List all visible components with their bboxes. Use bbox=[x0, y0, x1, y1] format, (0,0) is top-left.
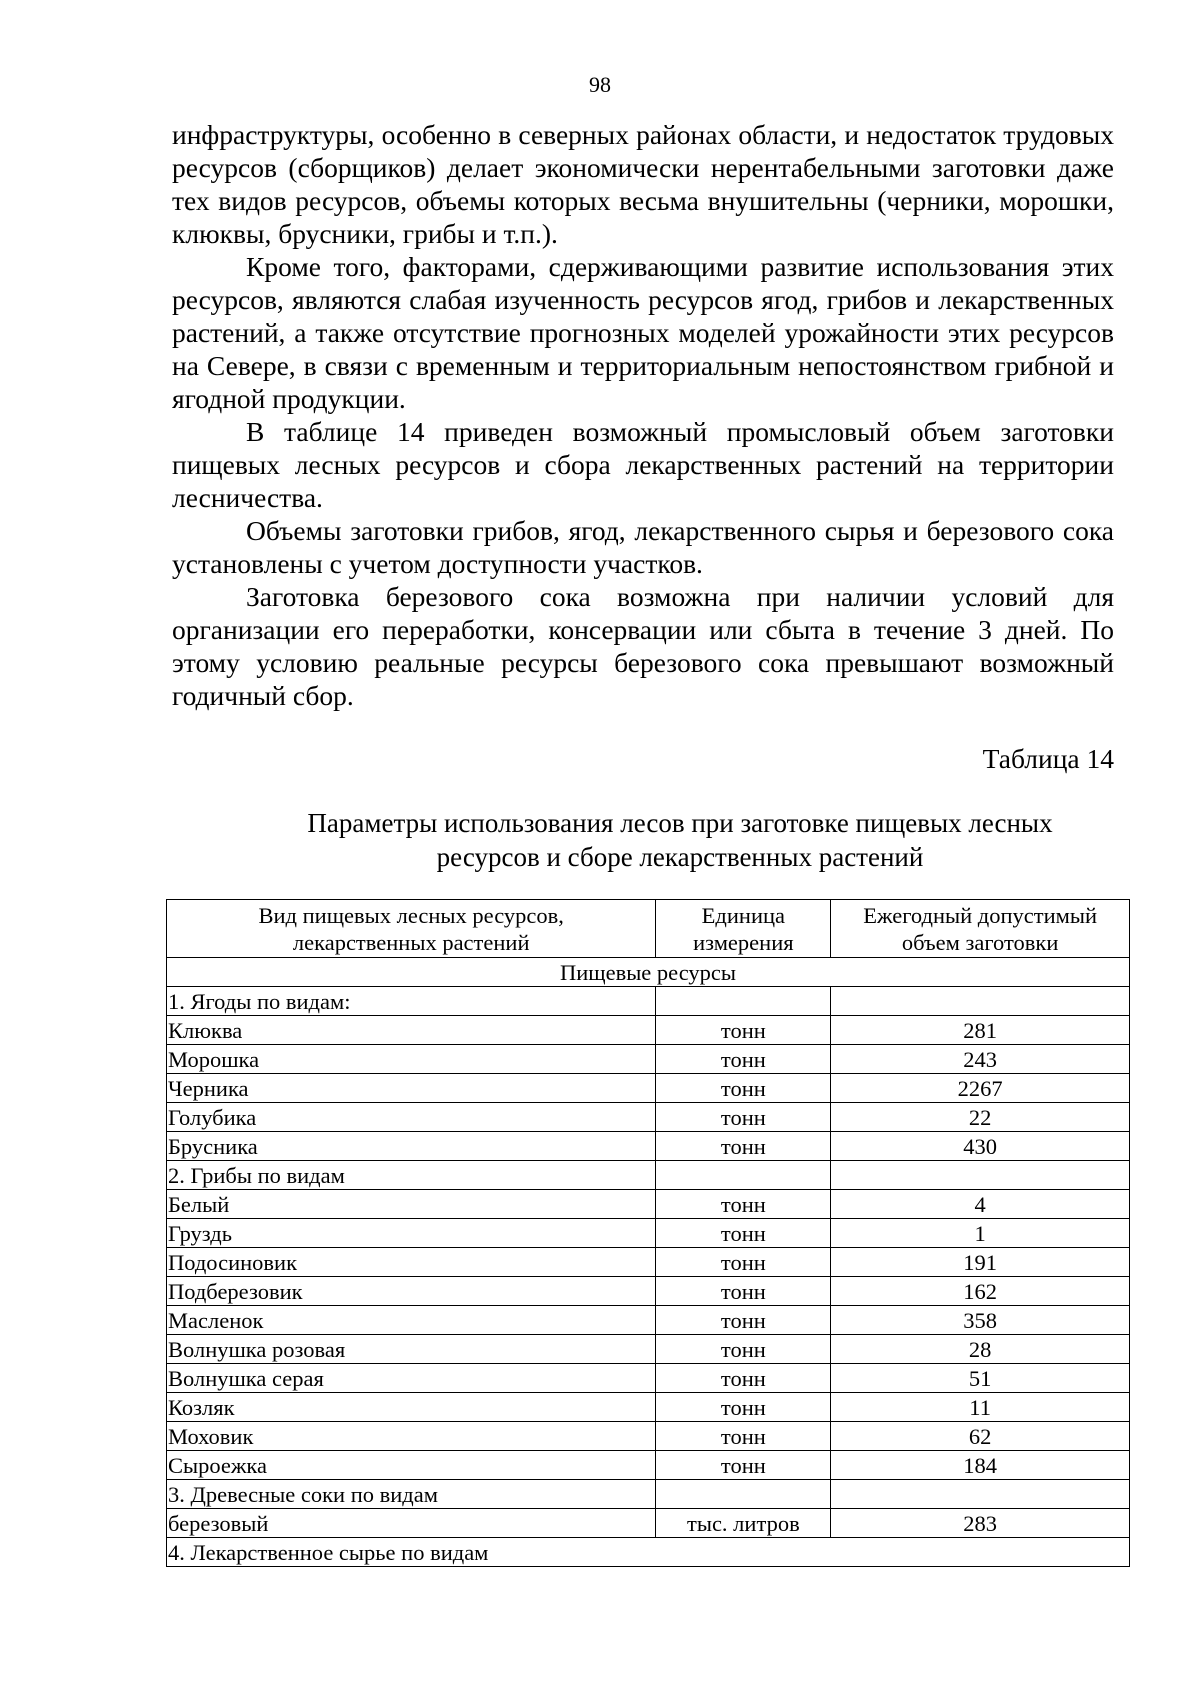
body-text bbox=[172, 118, 1114, 712]
volume-cell: 283 bbox=[831, 1509, 1130, 1538]
resource-name: Белый bbox=[167, 1190, 656, 1219]
table-label: Таблица 14 bbox=[982, 743, 1114, 774]
volume-cell: 162 bbox=[831, 1277, 1130, 1306]
paragraph: Кроме того, факторами, сдерживающими развитие использования этих ресурсов, являются слабая изученность ресурсов ягод, грибов и лекарственных растений, а также отсутствие прогнозных моделей урожайности этих ресурсов на Севере, в связи с временным и территориальным непостоянством грибной и ягодной продукции. bbox=[172, 251, 1114, 414]
table-row bbox=[167, 1132, 1130, 1161]
table-row bbox=[167, 1393, 1130, 1422]
unit-cell: тонн bbox=[656, 1219, 831, 1248]
volume-cell: 4 bbox=[831, 1190, 1130, 1219]
paragraph: Объемы заготовки грибов, ягод, лекарственного сырья и березового сока установлены с учетом доступности участков. bbox=[172, 515, 1114, 579]
resource-name: березовый bbox=[167, 1509, 656, 1538]
table-row bbox=[167, 1248, 1130, 1277]
header-resource-type bbox=[167, 900, 656, 958]
unit-cell: тонн bbox=[656, 1306, 831, 1335]
group-row bbox=[167, 1161, 1130, 1190]
unit-cell: тонн bbox=[656, 1016, 831, 1045]
empty-cell bbox=[831, 1480, 1130, 1509]
page-number: 98 bbox=[589, 72, 611, 97]
unit-cell: тонн bbox=[656, 1335, 831, 1364]
volume-cell: 11 bbox=[831, 1393, 1130, 1422]
group-row bbox=[167, 1480, 1130, 1509]
table-row bbox=[167, 1306, 1130, 1335]
resource-name: Черника bbox=[167, 1074, 656, 1103]
group-row bbox=[167, 987, 1130, 1016]
header-text: Вид пищевых лесных ресурсов, bbox=[258, 902, 564, 928]
unit-cell: тонн bbox=[656, 1451, 831, 1480]
resource-name: Козляк bbox=[167, 1393, 656, 1422]
table-row bbox=[167, 1219, 1130, 1248]
resource-name: Сыроежка bbox=[167, 1451, 656, 1480]
empty-cell bbox=[656, 1480, 831, 1509]
table-title bbox=[250, 806, 1110, 874]
empty-cell bbox=[656, 1161, 831, 1190]
volume-cell: 184 bbox=[831, 1451, 1130, 1480]
volume-cell: 1 bbox=[831, 1219, 1130, 1248]
unit-cell: тыс. литров bbox=[656, 1509, 831, 1538]
volume-cell: 358 bbox=[831, 1306, 1130, 1335]
group-title: 3. Древесные соки по видам bbox=[167, 1480, 656, 1509]
header-unit bbox=[656, 900, 831, 958]
volume-cell: 243 bbox=[831, 1045, 1130, 1074]
group-title: 2. Грибы по видам bbox=[167, 1161, 656, 1190]
volume-cell: 191 bbox=[831, 1248, 1130, 1277]
resources-table bbox=[166, 899, 1130, 1567]
resource-name: Клюква bbox=[167, 1016, 656, 1045]
resource-name: Голубика bbox=[167, 1103, 656, 1132]
unit-cell: тонн bbox=[656, 1103, 831, 1132]
table-row bbox=[167, 1422, 1130, 1451]
header-text: объем заготовки bbox=[901, 929, 1059, 955]
table-row bbox=[167, 1103, 1130, 1132]
table-row bbox=[167, 1451, 1130, 1480]
table-row bbox=[167, 1016, 1130, 1045]
unit-cell: тонн bbox=[656, 1422, 831, 1451]
table-row bbox=[167, 1509, 1130, 1538]
unit-cell: тонн bbox=[656, 1277, 831, 1306]
table-row bbox=[167, 1045, 1130, 1074]
table-row bbox=[167, 1364, 1130, 1393]
table-row bbox=[167, 1335, 1130, 1364]
header-text: Единица bbox=[701, 902, 786, 928]
saps-rows bbox=[167, 1509, 1130, 1538]
table-header-row bbox=[167, 900, 1130, 958]
header-text: лекарственных растений bbox=[292, 929, 530, 955]
volume-cell: 62 bbox=[831, 1422, 1130, 1451]
header-text: Ежегодный допустимый bbox=[863, 902, 1098, 928]
unit-cell: тонн bbox=[656, 1074, 831, 1103]
resource-name: Волнушка серая bbox=[167, 1364, 656, 1393]
unit-cell: тонн bbox=[656, 1364, 831, 1393]
volume-cell: 281 bbox=[831, 1016, 1130, 1045]
paragraph: Заготовка березового сока возможна при наличии условий для организации его переработки, консервации или сбыта в течение 3 дней. По этому условию реальные ресурсы березового сока превышают возможный годичный сбор. bbox=[172, 581, 1114, 711]
volume-cell: 51 bbox=[831, 1364, 1130, 1393]
resource-name: Морошка bbox=[167, 1045, 656, 1074]
unit-cell: тонн bbox=[656, 1190, 831, 1219]
table-row bbox=[167, 1277, 1130, 1306]
volume-cell: 22 bbox=[831, 1103, 1130, 1132]
section-row bbox=[167, 958, 1130, 987]
mushrooms-rows bbox=[167, 1190, 1130, 1480]
header-annual-volume bbox=[831, 900, 1130, 958]
resource-name: Волнушка розовая bbox=[167, 1335, 656, 1364]
resource-name: Масленок bbox=[167, 1306, 656, 1335]
unit-cell: тонн bbox=[656, 1045, 831, 1074]
resource-name: Моховик bbox=[167, 1422, 656, 1451]
section-title: Пищевые ресурсы bbox=[167, 958, 1130, 987]
table-row bbox=[167, 1190, 1130, 1219]
empty-cell bbox=[831, 1161, 1130, 1190]
volume-cell: 28 bbox=[831, 1335, 1130, 1364]
table-row bbox=[167, 1074, 1130, 1103]
table-title-line: ресурсов и сборе лекарственных растений bbox=[436, 842, 924, 872]
resource-name: Подберезовик bbox=[167, 1277, 656, 1306]
resource-name: Брусника bbox=[167, 1132, 656, 1161]
group-title: 1. Ягоды по видам: bbox=[167, 987, 656, 1016]
volume-cell: 2267 bbox=[831, 1074, 1130, 1103]
paragraph: инфраструктуры, особенно в северных районах области, и недостаток трудовых ресурсов (сборщиков) делает экономически нерентабельными заготовки даже тех видов ресурсов, объемы которых весьма внушительны (черники, морошки, клюквы, брусники, грибы и т.п.). bbox=[172, 119, 1114, 249]
resource-name: Груздь bbox=[167, 1219, 656, 1248]
unit-cell: тонн bbox=[656, 1393, 831, 1422]
paragraph: В таблице 14 приведен возможный промысловый объем заготовки пищевых лесных ресурсов и сбора лекарственных растений на территории лесничества. bbox=[172, 416, 1114, 513]
empty-cell bbox=[831, 987, 1130, 1016]
resource-name: Подосиновик bbox=[167, 1248, 656, 1277]
table-title-line: Параметры использования лесов при заготовке пищевых лесных bbox=[307, 808, 1053, 838]
group-row bbox=[167, 1538, 1130, 1567]
berries-rows bbox=[167, 1016, 1130, 1161]
header-text: измерения bbox=[693, 929, 794, 955]
unit-cell: тонн bbox=[656, 1248, 831, 1277]
group-title: 4. Лекарственное сырье по видам bbox=[167, 1538, 1130, 1567]
unit-cell: тонн bbox=[656, 1132, 831, 1161]
volume-cell: 430 bbox=[831, 1132, 1130, 1161]
empty-cell bbox=[656, 987, 831, 1016]
